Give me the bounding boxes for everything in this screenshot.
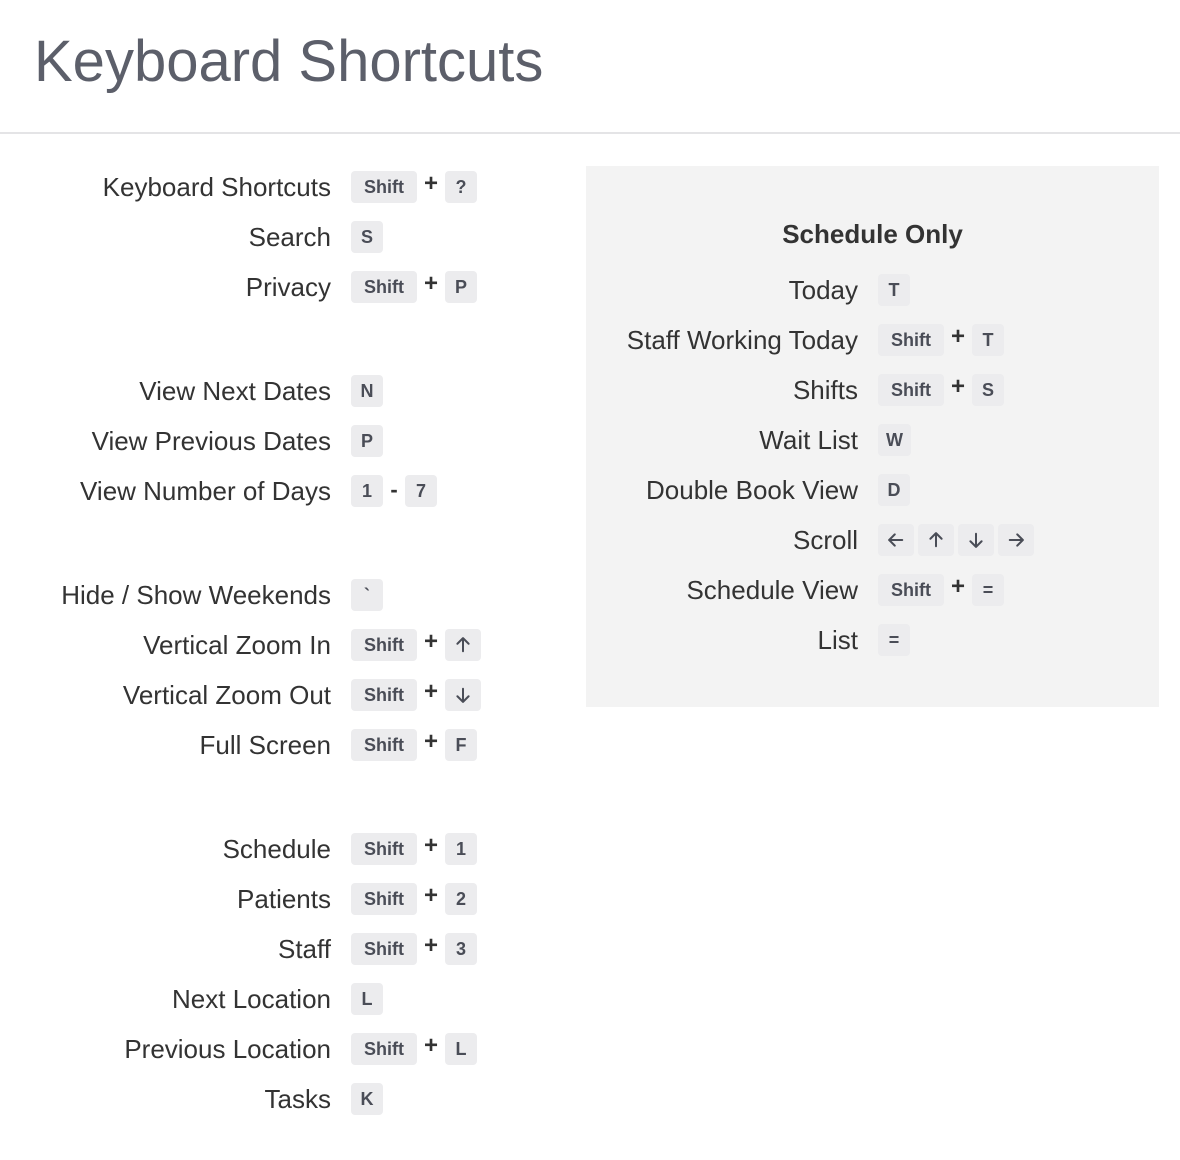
shortcut-keys <box>351 375 383 407</box>
schedule-only-title: Schedule Only <box>782 219 963 249</box>
arrow-down-icon <box>445 679 481 711</box>
key-shift: Shift <box>351 933 417 965</box>
shortcut-label: Privacy <box>245 271 331 302</box>
plus-separator: + <box>950 573 965 600</box>
plus-separator: + <box>423 170 438 197</box>
shortcut-keys <box>351 171 477 203</box>
key-shift: Shift <box>351 271 417 303</box>
shortcut-label: View Next Dates <box>139 375 331 406</box>
shortcut-keys <box>878 324 1004 356</box>
key-symbol: ` <box>351 579 383 611</box>
page-header <box>0 0 1180 134</box>
shortcut-row-wait-list <box>586 415 1159 465</box>
general-shortcuts <box>0 162 560 1124</box>
shortcut-row-scroll <box>586 515 1159 565</box>
plus-separator: + <box>950 373 965 400</box>
key-n: N <box>351 375 383 407</box>
shortcut-label: Keyboard Shortcuts <box>102 171 331 202</box>
shortcut-label: Hide / Show Weekends <box>61 579 331 610</box>
shortcut-row-schedule-view <box>586 565 1159 615</box>
shortcut-label: Previous Location <box>124 1033 331 1064</box>
key-l: L <box>445 1033 477 1065</box>
shortcut-group <box>0 366 560 516</box>
shortcut-keys <box>351 629 481 661</box>
key-shift: Shift <box>351 883 417 915</box>
key-p: P <box>445 271 477 303</box>
shortcut-row-search <box>0 212 560 262</box>
shortcut-keys <box>351 833 477 865</box>
key-s: S <box>351 221 383 253</box>
arrow-up-icon <box>445 629 481 661</box>
shortcut-label: Search <box>248 221 331 252</box>
shortcut-row-schedule <box>0 824 560 874</box>
shortcut-label: Tasks <box>264 1083 331 1114</box>
shortcut-row-today <box>586 265 1159 315</box>
shortcut-keys <box>878 524 1034 556</box>
key-symbol: ? <box>445 171 477 203</box>
shortcut-label: View Number of Days <box>80 475 331 506</box>
shortcut-keys <box>878 274 910 306</box>
arrow-up-icon <box>918 524 954 556</box>
key-s: S <box>972 374 1004 406</box>
shortcut-keys <box>351 729 477 761</box>
shortcut-label: List <box>817 624 858 655</box>
key-7: 7 <box>405 475 437 507</box>
shortcut-row-double-book-view <box>586 465 1159 515</box>
arrow-right-icon <box>998 524 1034 556</box>
plus-separator: + <box>423 932 438 959</box>
shortcut-keys <box>351 883 477 915</box>
key-3: 3 <box>445 933 477 965</box>
plus-separator: + <box>423 882 438 909</box>
shortcut-row-vertical-zoom-out <box>0 670 560 720</box>
shortcut-keys <box>878 474 910 506</box>
shortcut-label: Patients <box>237 883 331 914</box>
shortcut-row-vertical-zoom-in <box>0 620 560 670</box>
shortcut-keys <box>878 424 911 456</box>
page-title: Keyboard Shortcuts <box>34 29 544 94</box>
shortcut-row-staff-working-today <box>586 315 1159 365</box>
shortcut-row-shifts <box>586 365 1159 415</box>
key-t: T <box>972 324 1004 356</box>
key-symbol: = <box>972 574 1004 606</box>
shortcut-keys <box>351 983 383 1015</box>
key-d: D <box>878 474 910 506</box>
key-shift: Shift <box>878 374 944 406</box>
key-shift: Shift <box>351 171 417 203</box>
shortcut-row-previous-location <box>0 1024 560 1074</box>
key-l: L <box>351 983 383 1015</box>
key-1: 1 <box>445 833 477 865</box>
shortcut-keys <box>351 1033 477 1065</box>
key-k: K <box>351 1083 383 1115</box>
key-shift: Shift <box>351 629 417 661</box>
plus-separator: + <box>423 628 438 655</box>
shortcut-row-patients <box>0 874 560 924</box>
shortcut-label: Vertical Zoom Out <box>122 679 331 710</box>
plus-separator: + <box>423 1032 438 1059</box>
shortcut-keys <box>351 271 477 303</box>
shortcut-row-full-screen <box>0 720 560 770</box>
shortcut-keys <box>351 579 383 611</box>
range-separator: - <box>390 477 398 502</box>
shortcut-label: Wait List <box>759 424 858 455</box>
schedule-only-shortcuts <box>586 265 1159 665</box>
shortcut-label: Vertical Zoom In <box>143 629 331 660</box>
shortcut-row-next-location <box>0 974 560 1024</box>
arrow-left-icon <box>878 524 914 556</box>
shortcut-row-privacy <box>0 262 560 312</box>
shortcut-row-staff <box>0 924 560 974</box>
shortcut-keys <box>351 679 481 711</box>
key-shift: Shift <box>878 574 944 606</box>
shortcut-label: Shifts <box>792 374 858 405</box>
shortcut-group <box>0 162 560 312</box>
shortcut-row-view-next-dates <box>0 366 560 416</box>
shortcut-keys <box>878 374 1004 406</box>
shortcut-label: Staff <box>277 933 331 964</box>
plus-separator: + <box>423 270 438 297</box>
shortcut-row-view-number-of-days <box>0 466 560 516</box>
shortcut-group <box>0 824 560 1124</box>
shortcut-keys <box>351 475 437 507</box>
shortcut-row-tasks <box>0 1074 560 1124</box>
shortcut-label: Schedule <box>222 833 331 864</box>
shortcut-label: Next Location <box>172 983 331 1014</box>
key-p: P <box>351 425 383 457</box>
shortcut-row-hide-show-weekends <box>0 570 560 620</box>
plus-separator: + <box>423 832 438 859</box>
key-shift: Shift <box>351 1033 417 1065</box>
key-shift: Shift <box>351 833 417 865</box>
shortcut-row-list <box>586 615 1159 665</box>
shortcut-keys <box>351 1083 383 1115</box>
plus-separator: + <box>423 678 438 705</box>
shortcut-label: View Previous Dates <box>91 425 331 456</box>
key-shift: Shift <box>351 729 417 761</box>
shortcut-row-keyboard-shortcuts <box>0 162 560 212</box>
key-f: F <box>445 729 477 761</box>
shortcut-group <box>0 570 560 770</box>
key-shift: Shift <box>351 679 417 711</box>
plus-separator: + <box>423 728 438 755</box>
shortcut-label: Scroll <box>792 524 858 555</box>
shortcut-keys <box>878 624 910 656</box>
shortcut-label: Staff Working Today <box>626 324 858 355</box>
key-symbol: = <box>878 624 910 656</box>
shortcut-keys <box>878 574 1004 606</box>
key-shift: Shift <box>878 324 944 356</box>
shortcut-label: Double Book View <box>646 474 858 505</box>
shortcut-label: Today <box>788 274 858 305</box>
shortcut-row-view-previous-dates <box>0 416 560 466</box>
schedule-only-panel <box>586 166 1159 707</box>
shortcut-keys <box>351 425 383 457</box>
key-t: T <box>878 274 910 306</box>
shortcut-label: Schedule View <box>686 574 858 605</box>
shortcut-keys <box>351 221 383 253</box>
key-w: W <box>878 424 911 456</box>
plus-separator: + <box>950 323 965 350</box>
shortcut-keys <box>351 933 477 965</box>
key-1: 1 <box>351 475 383 507</box>
arrow-down-icon <box>958 524 994 556</box>
shortcut-label: Full Screen <box>199 729 331 760</box>
key-2: 2 <box>445 883 477 915</box>
